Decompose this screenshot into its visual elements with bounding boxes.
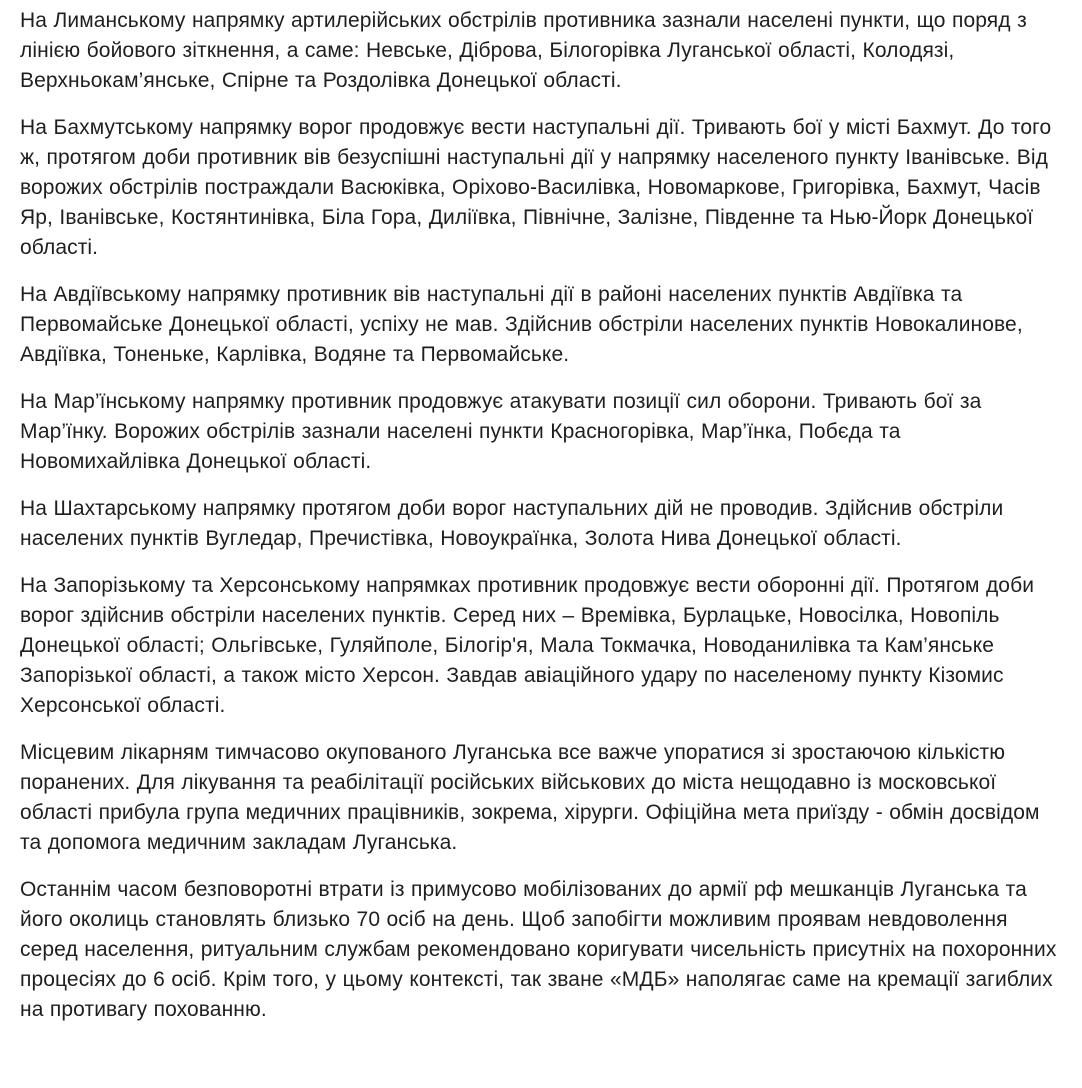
paragraph-lyman-direction: На Лиманському напрямку артилерійських обстрілів противника зазнали населені пункти, що поряд з лінією бойового зіткнення, а саме: Невське, Діброва, Білогорівка Луганської області, Колодязі, Верхньокам’янське, Спірне та Роздолівка Донецької області. xyxy=(20,9,1027,92)
paragraph-avdiivka-direction: На Авдіївському напрямку противник вів наступальні дії в районі населених пунктів Авдіївка та Первомайське Донецької області, успіху не мав. Здійснив обстріли населених пунктів Новокалинове, Авдіївка, Тоненьке, Карлівка, Водяне та Первомайське. xyxy=(20,283,1023,366)
paragraph-luhansk-hospitals: Місцевим лікарням тимчасово окупованого Луганська все важче упоратися зі зростаючою кількістю поранених. Для лікування та реабілітації російських військових до міста нещодавно із московської області прибула група медичних працівників, зокрема, хірурги. Офіційна мета приїзду - обмін досвідом та допомога медичним закладам Луганська. xyxy=(20,741,1040,854)
paragraph-shakhtarsk-direction: На Шахтарському напрямку протягом доби ворог наступальних дій не проводив. Здійснив обстріли населених пунктів Вугледар, Пречистівка, Новоукраїнка, Золота Нива Донецької області. xyxy=(20,497,1004,550)
paragraph-bakhmut-direction: На Бахмутському напрямку ворог продовжує вести наступальні дії. Тривають бої у місті Бахмут. До того ж, протягом доби противник вів безуспішні наступальні дії у напрямку населеного пункту Іванівське. Від ворожих обстрілів постраждали Васюківка, Оріхово-Василівка, Новомаркове, Григорівка, Бахмут, Часів Яр, Іванівське, Костянтинівка, Біла Гора, Диліївка, Північне, Залізне, Південне та Нью-Йорк Донецької області. xyxy=(20,116,1052,259)
paragraph-zaporizhzhia-kherson-direction: На Запорізькому та Херсонському напрямках противник продовжує вести оборонні дії. Протягом доби ворог здійснив обстріли населених пунктів. Серед них – Времівка, Бурлацьке, Новосілка, Новопіль Донецької області; Ольгівське, Гуляйполе, Білогір'я, Мала Токмачка, Новоданилівка та Кам’янське Запорізької області, а також місто Херсон. Завдав авіаційного удару по населеному пункту Кізомис Херсонської області. xyxy=(20,574,1035,717)
paragraph-marinka-direction: На Мар’їнському напрямку противник продовжує атакувати позиції сил оборони. Тривають бої за Мар’їнку. Ворожих обстрілів зазнали населені пункти Красногорівка, Мар’їнка, Побєда та Новомихайлівка Донецької області. xyxy=(20,390,982,473)
paragraph-mobilized-losses: Останнім часом безповоротні втрати із примусово мобілізованих до армії рф мешканців Луганська та його околиць становлять близько 70 осіб на день. Щоб запобігти можливим проявам невдоволення серед населення, ритуальним службам рекомендовано коригувати чисельність присутніх на похоронних процесіях до 6 осіб. Крім того, у цьому контексті, так зване «МДБ» наполягає саме на кремації загиблих на противагу похованню. xyxy=(20,878,1057,1021)
